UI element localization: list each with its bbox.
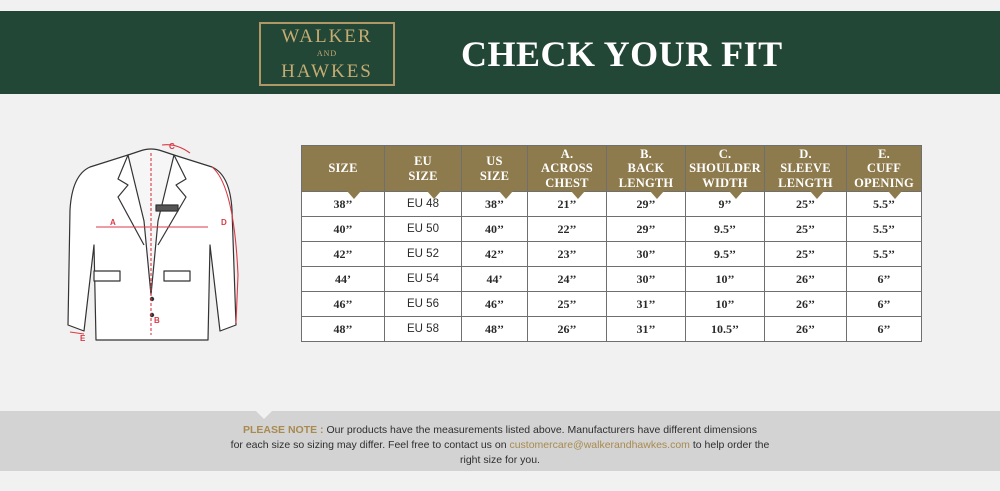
cell-eu-size: EU 58 <box>385 317 462 342</box>
column-header-back-length: B. BACK LENGTH <box>607 146 686 192</box>
cell-size: 42’’ <box>302 242 385 267</box>
cell-across-chest: 26’’ <box>528 317 607 342</box>
cell-shoulder-width: 9.5’’ <box>686 242 765 267</box>
column-header-us-size: US SIZE <box>462 146 528 192</box>
cell-us-size: 48’’ <box>462 317 528 342</box>
column-header-size: SIZE <box>302 146 385 192</box>
cell-size: 38’’ <box>302 192 385 217</box>
cell-sleeve-length: 26’’ <box>765 267 847 292</box>
cell-across-chest: 23’’ <box>528 242 607 267</box>
cell-sleeve-length: 25’’ <box>765 192 847 217</box>
note-line-2 <box>0 438 1000 453</box>
cell-cuff-opening: 6’’ <box>847 317 922 342</box>
cell-sleeve-length: 26’’ <box>765 292 847 317</box>
cell-back-length: 31’’ <box>607 292 686 317</box>
cell-cuff-opening: 5.5’’ <box>847 242 922 267</box>
table-row <box>302 267 922 292</box>
table-row <box>302 192 922 217</box>
note-text-2b: to help order the <box>689 439 770 451</box>
cell-sleeve-length: 25’’ <box>765 217 847 242</box>
support-email-link[interactable]: customercare@walkerandhawkes.com <box>509 439 690 451</box>
note-text-2a: for each size so sizing may differ. Feel free to contact us on <box>230 439 510 451</box>
diagram-label-e: E <box>80 334 86 343</box>
diagram-label-c: C <box>169 142 175 151</box>
cell-us-size: 46’’ <box>462 292 528 317</box>
note-line-3: right size for you. <box>460 454 540 466</box>
size-chart-table <box>301 145 922 342</box>
cell-across-chest: 22’’ <box>528 217 607 242</box>
note-label: PLEASE NOTE : <box>243 424 324 436</box>
cell-shoulder-width: 10’’ <box>686 292 765 317</box>
cell-back-length: 29’’ <box>607 192 686 217</box>
cell-cuff-opening: 5.5’’ <box>847 217 922 242</box>
cell-size: 40’’ <box>302 217 385 242</box>
cell-shoulder-width: 9.5’’ <box>686 217 765 242</box>
table-row <box>302 317 922 342</box>
cell-us-size: 40’’ <box>462 217 528 242</box>
note-line-1 <box>0 423 1000 438</box>
table-row <box>302 242 922 267</box>
diagram-label-b: B <box>154 316 160 325</box>
column-header-cuff-opening: E. CUFF OPENING <box>847 146 922 192</box>
cell-us-size: 38’’ <box>462 192 528 217</box>
cell-size: 44’ <box>302 267 385 292</box>
cell-eu-size: EU 54 <box>385 267 462 292</box>
logo-word-walker: WALKER <box>281 26 373 47</box>
header-banner <box>0 11 1000 94</box>
logo-word-and: AND <box>316 49 338 58</box>
cell-across-chest: 25’’ <box>528 292 607 317</box>
cell-across-chest: 21’’ <box>528 192 607 217</box>
column-header-eu-size: EU SIZE <box>385 146 462 192</box>
cell-shoulder-width: 9’’ <box>686 192 765 217</box>
cell-shoulder-width: 10’’ <box>686 267 765 292</box>
cell-size: 46’’ <box>302 292 385 317</box>
brand-logo[interactable] <box>259 22 395 86</box>
note-text-1: Our products have the measurements listed above. Manufacturers have different dimensions <box>323 424 757 436</box>
cell-cuff-opening: 6’’ <box>847 267 922 292</box>
table-row <box>302 292 922 317</box>
cell-across-chest: 24’’ <box>528 267 607 292</box>
sizing-note <box>0 423 1000 468</box>
cell-eu-size: EU 48 <box>385 192 462 217</box>
page-title: CHECK YOUR FIT <box>461 34 783 74</box>
cell-eu-size: EU 52 <box>385 242 462 267</box>
table-header-row <box>302 146 922 192</box>
cell-cuff-opening: 5.5’’ <box>847 192 922 217</box>
cell-sleeve-length: 25’’ <box>765 242 847 267</box>
column-header-shoulder-width: C. SHOULDER WIDTH <box>686 146 765 192</box>
cell-shoulder-width: 10.5’’ <box>686 317 765 342</box>
cell-us-size: 42’’ <box>462 242 528 267</box>
cell-back-length: 30’’ <box>607 242 686 267</box>
cell-back-length: 29’’ <box>607 217 686 242</box>
cell-eu-size: EU 56 <box>385 292 462 317</box>
column-header-sleeve-length: D. SLEEVE LENGTH <box>765 146 847 192</box>
cell-size: 48’’ <box>302 317 385 342</box>
logo-word-hawkes: HAWKES <box>281 61 373 82</box>
diagram-label-d: D <box>221 218 227 227</box>
cell-back-length: 31’’ <box>607 317 686 342</box>
cell-sleeve-length: 26’’ <box>765 317 847 342</box>
cell-us-size: 44’ <box>462 267 528 292</box>
table-row <box>302 217 922 242</box>
jacket-diagram <box>58 135 244 345</box>
diagram-label-a: A <box>110 218 116 227</box>
cell-cuff-opening: 6’’ <box>847 292 922 317</box>
cell-eu-size: EU 50 <box>385 217 462 242</box>
column-header-across-chest: A. ACROSS CHEST <box>528 146 607 192</box>
cell-back-length: 30’’ <box>607 267 686 292</box>
